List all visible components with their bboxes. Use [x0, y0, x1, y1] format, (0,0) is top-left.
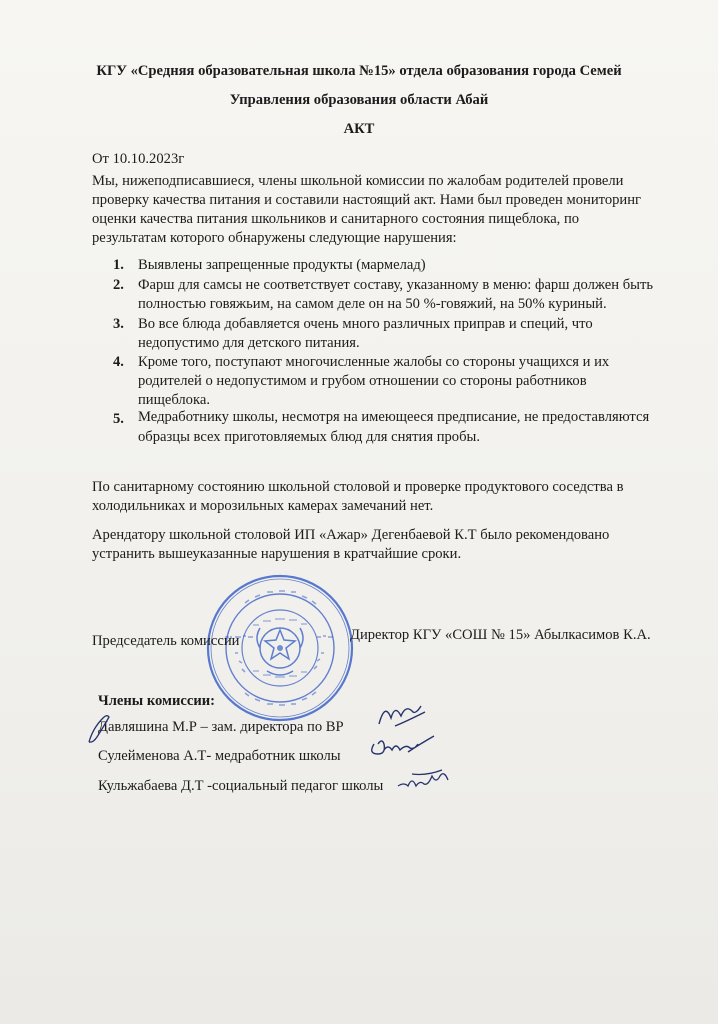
member-line: Давляшина М.Р – зам. директора по ВР: [98, 719, 344, 735]
intro-line: оценки качества питания школьников и санитарного состояния пищеблока, по: [92, 211, 580, 227]
list-item-line: родителей о недопустимом и грубом отношении со стороны работников: [138, 373, 587, 389]
list-item-line: пищеблока.: [138, 392, 210, 408]
recommendation-line: Арендатору школьной столовой ИП «Ажар» Дегенбаевой К.Т было рекомендовано: [92, 527, 610, 543]
list-item-line: недопустимо для детского питания.: [138, 335, 360, 351]
list-item-line: Выявлены запрещенные продукты (мармелад): [138, 257, 426, 273]
intro-line: проверку качества питания и составили настоящий акт. Нами был проведен мониторинг: [92, 192, 642, 208]
member-line: Кульжабаева Д.Т -социальный педагог школы: [98, 778, 384, 794]
signature-davlyashina: [375, 700, 435, 732]
list-item-line: Фарш для самсы не соответствует составу, указанному в меню: фарш должен быть: [138, 277, 654, 293]
sanitary-line: По санитарному состоянию школьной столовой и проверке продуктового соседства в: [92, 479, 624, 495]
list-item-line: Медработнику школы, несмотря на имеющееся предписание, не предоставляются: [138, 409, 650, 425]
chairman-label: Председатель комиссии: [92, 633, 240, 649]
list-number: 4.: [113, 354, 124, 370]
list-number: 3.: [113, 316, 124, 332]
list-item-line: полностью говяжьим, на самом деле он на 50 %-говяжий, на 50% куриный.: [138, 296, 607, 312]
header-department: Управления образования области Абай: [229, 92, 489, 108]
signature-suleymenova: [368, 730, 438, 760]
intro-line: результатам которого обнаружены следующие нарушения:: [92, 230, 457, 246]
recommendation-line: устранить вышеуказанные нарушения в кратчайшие сроки.: [92, 546, 462, 562]
member-handwritten-mark: [86, 712, 116, 746]
signature-kulzhabaeva: [396, 764, 452, 794]
sanitary-line: холодильниках и морозильных камерах замечаний нет.: [92, 498, 434, 514]
list-item-line: Во все блюда добавляется очень много различных приправ и специй, что: [138, 316, 593, 332]
member-line: Сулейменова А.Т- медработник школы: [98, 748, 341, 764]
director-signature-line: Директор КГУ «СОШ № 15» Абылкасимов К.А.: [350, 627, 651, 643]
list-number: 5.: [113, 411, 124, 427]
header-organization: КГУ «Средняя образовательная школа №15» отдела образования города Семей: [96, 63, 622, 79]
list-item-line: образцы всех приготовляемых блюд для снятия пробы.: [138, 429, 480, 445]
document-date: От 10.10.2023г: [92, 151, 185, 167]
document-title: АКТ: [343, 121, 375, 137]
members-title: Члены комиссии:: [98, 693, 216, 709]
list-item-line: Кроме того, поступают многочисленные жалобы со стороны учащихся и их: [138, 354, 610, 370]
intro-line: Мы, нижеподписавшиеся, члены школьной комиссии по жалобам родителей провели: [92, 173, 624, 189]
list-number: 2.: [113, 277, 124, 293]
list-number: 1.: [113, 257, 124, 273]
